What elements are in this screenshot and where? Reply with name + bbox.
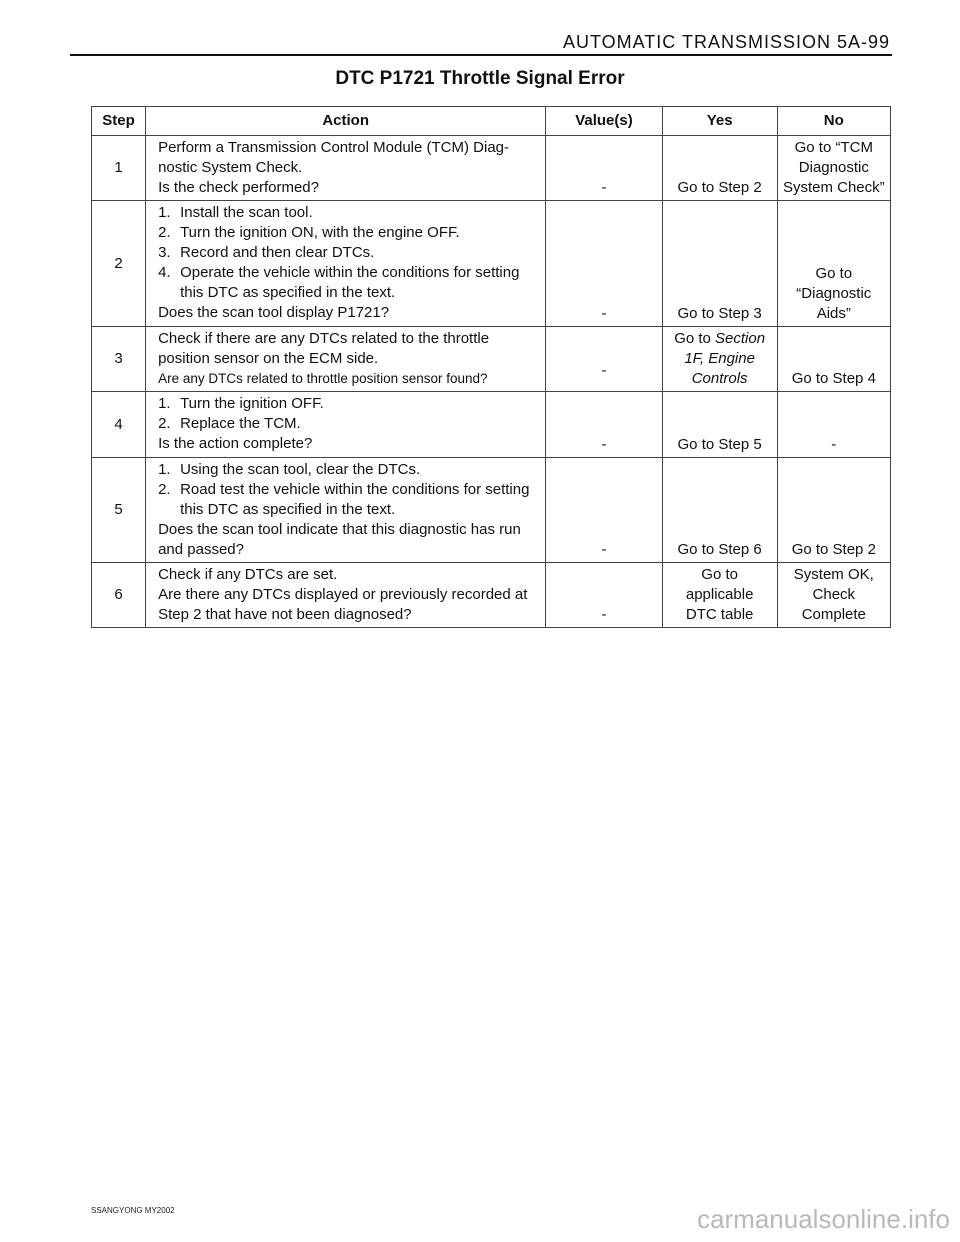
step-number: 2 bbox=[92, 201, 146, 327]
item-text: Record and then clear DTCs. bbox=[180, 244, 375, 261]
item-text: Install the scan tool. bbox=[180, 204, 313, 221]
action-line: Check if any DTCs are set. bbox=[158, 566, 338, 583]
header-step: Step bbox=[92, 107, 146, 136]
action-item bbox=[158, 394, 537, 414]
action-question: Does the scan tool indicate that this diagnostic has run and passed? bbox=[158, 521, 521, 558]
table-row-step-2 bbox=[92, 201, 891, 327]
yes-text: DTC table bbox=[685, 606, 754, 623]
no-text: “Diagnostic bbox=[796, 285, 872, 302]
step-number: 3 bbox=[92, 327, 146, 392]
table-row-step-1 bbox=[92, 136, 891, 201]
table-row-step-6 bbox=[92, 563, 891, 628]
action-line: Perform a Transmission Control Module (TCM) Diag- bbox=[158, 139, 510, 156]
section-reference: Controls bbox=[691, 370, 748, 387]
no-outcome bbox=[777, 458, 890, 563]
header-action: Action bbox=[146, 107, 546, 136]
item-text: Road test the vehicle within the conditions for setting this DTC as specified in the text. bbox=[180, 481, 530, 518]
action-item bbox=[158, 263, 537, 303]
yes-text: Go to Step 3 bbox=[677, 305, 762, 322]
no-text: Diagnostic bbox=[798, 159, 869, 176]
action-question: Are any DTCs related to throttle position sensor found? bbox=[158, 371, 488, 386]
table-header-row bbox=[92, 107, 891, 136]
yes-text: Go to bbox=[701, 566, 738, 583]
action-question: Is the action complete? bbox=[158, 435, 313, 452]
yes-prefix: Go to bbox=[674, 330, 716, 347]
step-number: 6 bbox=[92, 563, 146, 628]
step-action bbox=[146, 327, 546, 392]
step-action bbox=[146, 563, 546, 628]
action-question: Are there any DTCs displayed or previously recorded at Step 2 that have not been diagnosed? bbox=[158, 586, 528, 623]
action-item bbox=[158, 223, 537, 243]
yes-outcome bbox=[662, 327, 777, 392]
step-value: - bbox=[546, 563, 662, 628]
action-item bbox=[158, 203, 537, 223]
step-value: - bbox=[546, 327, 662, 392]
yes-outcome bbox=[662, 458, 777, 563]
step-action bbox=[146, 392, 546, 458]
table-row-step-3 bbox=[92, 327, 891, 392]
running-header: AUTOMATIC TRANSMISSION 5A-99 bbox=[562, 32, 890, 52]
diagnostic-table bbox=[91, 106, 891, 628]
no-outcome bbox=[777, 136, 890, 201]
step-value: - bbox=[546, 458, 662, 563]
table-row-step-4 bbox=[92, 392, 891, 458]
item-text: Operate the vehicle within the conditions for setting this DTC as specified in the text. bbox=[180, 264, 520, 301]
header-yes: Yes bbox=[662, 107, 777, 136]
no-text: - bbox=[831, 436, 837, 453]
step-action bbox=[146, 458, 546, 563]
action-item bbox=[158, 414, 537, 434]
header-rule bbox=[70, 54, 892, 56]
action-item bbox=[158, 460, 537, 480]
item-text: Using the scan tool, clear the DTCs. bbox=[180, 461, 421, 478]
page-footer: SSANGYONG MY2002 bbox=[91, 1206, 175, 1215]
yes-text: Go to Step 2 bbox=[677, 179, 762, 196]
item-number: 1. bbox=[158, 461, 171, 478]
item-text: Replace the TCM. bbox=[180, 415, 301, 432]
item-number: 2. bbox=[158, 481, 171, 498]
watermark: carmanualsonline.info bbox=[697, 1204, 950, 1234]
yes-outcome bbox=[662, 392, 777, 458]
action-line: position sensor on the ECM side. bbox=[158, 350, 379, 367]
header-values: Value(s) bbox=[546, 107, 662, 136]
item-text: Turn the ignition ON, with the engine OFF. bbox=[180, 224, 460, 241]
yes-outcome bbox=[662, 201, 777, 327]
table-row-step-5 bbox=[92, 458, 891, 563]
no-outcome bbox=[777, 392, 890, 458]
step-number: 1 bbox=[92, 136, 146, 201]
yes-text: Go to Step 6 bbox=[677, 541, 762, 558]
action-line: Check if there are any DTCs related to the throttle bbox=[158, 330, 490, 347]
yes-text: Go to Step 5 bbox=[677, 436, 762, 453]
item-number: 1. bbox=[158, 395, 171, 412]
no-text: Go to “TCM bbox=[794, 139, 873, 156]
action-item bbox=[158, 480, 537, 520]
action-question: Does the scan tool display P1721? bbox=[158, 304, 390, 321]
item-number: 2. bbox=[158, 415, 171, 432]
item-number: 1. bbox=[158, 204, 171, 221]
item-number: 2. bbox=[158, 224, 171, 241]
action-item bbox=[158, 243, 537, 263]
no-outcome bbox=[777, 327, 890, 392]
section-reference: 1F, Engine bbox=[684, 350, 755, 367]
no-text: Aids” bbox=[816, 305, 851, 322]
step-action bbox=[146, 136, 546, 201]
step-value: - bbox=[546, 136, 662, 201]
item-number: 3. bbox=[158, 244, 171, 261]
item-text: Turn the ignition OFF. bbox=[180, 395, 324, 412]
no-text: Go to Step 4 bbox=[791, 370, 876, 387]
action-line: nostic System Check. bbox=[158, 159, 303, 176]
step-value: - bbox=[546, 392, 662, 458]
no-outcome bbox=[777, 563, 890, 628]
no-text: Go to bbox=[815, 265, 853, 282]
step-value: - bbox=[546, 201, 662, 327]
yes-text: applicable bbox=[685, 586, 754, 603]
no-text: Go to Step 2 bbox=[791, 541, 876, 558]
yes-outcome bbox=[662, 136, 777, 201]
item-number: 4. bbox=[158, 264, 171, 281]
no-text: Check bbox=[812, 586, 856, 603]
step-action bbox=[146, 201, 546, 327]
step-number: 4 bbox=[92, 392, 146, 458]
no-text: Complete bbox=[801, 606, 866, 623]
action-question: Is the check performed? bbox=[158, 179, 319, 196]
no-text: System Check” bbox=[782, 179, 885, 196]
section-reference: Section bbox=[715, 330, 766, 347]
yes-text bbox=[663, 329, 777, 349]
yes-outcome bbox=[662, 563, 777, 628]
header-no: No bbox=[777, 107, 890, 136]
no-text: System OK, bbox=[793, 566, 874, 583]
page-title: DTC P1721 Throttle Signal Error bbox=[335, 68, 625, 89]
no-outcome bbox=[777, 201, 890, 327]
step-number: 5 bbox=[92, 458, 146, 563]
